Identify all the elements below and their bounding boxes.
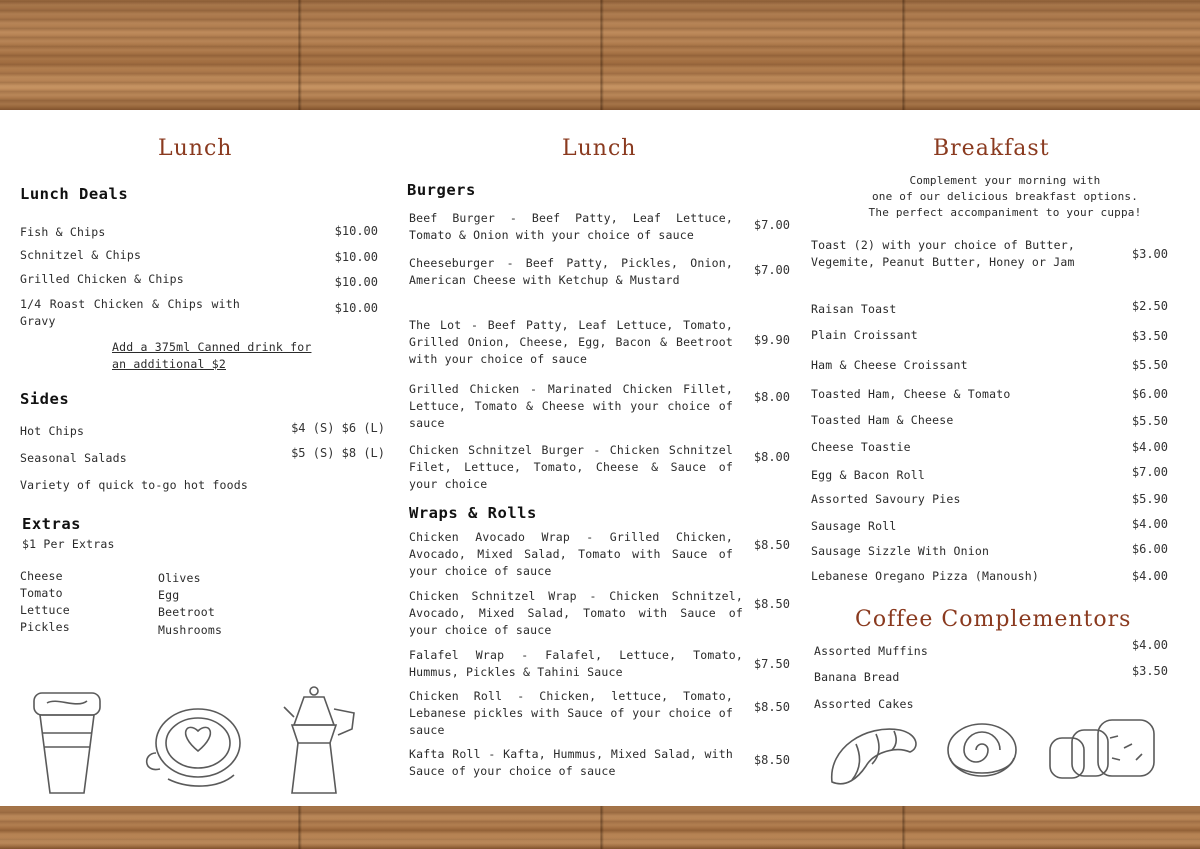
menu-item: Chicken Roll - Chicken, lettuce, Tomato, Lebanese pickles with Sauce of your choice of sauce	[409, 689, 733, 737]
extra-item: Lettuce	[20, 603, 70, 617]
menu-item: Grilled Chicken - Marinated Chicken Fillet, Lettuce, Tomato & Cheese with your choice of sauce	[409, 382, 733, 430]
section-heading-wraps: Wraps & Rolls	[409, 504, 537, 522]
intro-line: Complement your morning with	[909, 174, 1101, 187]
drink-offer-note: Add a 375ml Canned drink for an additional $2	[112, 340, 312, 371]
menu-item: Toasted Ham & Cheese	[811, 413, 954, 427]
extra-item: Beetroot	[158, 605, 215, 619]
menu-item: Toasted Ham, Cheese & Tomato	[811, 387, 1011, 401]
menu-price: $4 (S) $6 (L)	[291, 421, 385, 435]
menu-item: Falafel Wrap - Falafel, Lettuce, Tomato, Hummus, Pickles & Tahini Sauce	[409, 648, 743, 679]
extra-item: Pickles	[20, 620, 70, 634]
menu-price: $3.00	[1131, 247, 1168, 261]
menu-price: $6.00	[1131, 387, 1168, 401]
menu-price: $7.50	[753, 657, 790, 671]
coffee-cup-icon	[22, 685, 112, 800]
extra-item: Egg	[158, 588, 180, 602]
menu-price: $10.00	[334, 275, 378, 289]
wood-background-top	[0, 0, 1200, 110]
menu-item: Raisan Toast	[811, 302, 897, 316]
menu-item: Assorted Muffins	[814, 644, 928, 658]
moka-pot-icon	[278, 685, 363, 800]
wood-background-bottom	[0, 806, 1200, 849]
menu-item: Chicken Avocado Wrap - Grilled Chicken, Avocado, Mixed Salad, Tomato with Sauce of your choice of sauce	[409, 530, 733, 578]
intro-line: one of our delicious breakfast options.	[871, 190, 1139, 203]
cinnamon-roll-icon	[942, 720, 1022, 788]
menu-item: Assorted Cakes	[814, 697, 914, 711]
menu-price: $4.00	[1131, 569, 1168, 583]
latte-art-icon	[138, 703, 248, 793]
menu-panel	[0, 110, 1200, 806]
menu-price: $5.90	[1131, 492, 1168, 506]
menu-item: Chicken Schnitzel Burger - Chicken Schnitzel Filet, Lettuce, Tomato, Cheese & Sauce of your choice	[409, 443, 733, 491]
menu-item: Assorted Savoury Pies	[811, 492, 961, 506]
menu-price: $8.50	[753, 753, 790, 767]
menu-item: Lebanese Oregano Pizza (Manoush)	[811, 569, 1039, 583]
menu-price: $8.50	[753, 700, 790, 714]
menu-price: $8.00	[753, 390, 790, 404]
breakfast-intro	[840, 173, 1170, 221]
menu-item: Schnitzel & Chips	[20, 248, 142, 262]
menu-item: Plain Croissant	[811, 328, 918, 342]
menu-price: $2.50	[1131, 299, 1168, 313]
extra-item: Cheese	[20, 569, 63, 583]
column-title: Lunch	[562, 136, 637, 161]
menu-item: Seasonal Salads	[20, 451, 127, 465]
menu-item: Sausage Roll	[811, 519, 897, 533]
menu-item: Sausage Sizzle With Onion	[811, 544, 990, 558]
menu-price: $4.00	[1131, 638, 1168, 652]
menu-item: 1/4 Roast Chicken & Chips with Gravy	[20, 297, 240, 328]
menu-price: $6.00	[1131, 542, 1168, 556]
croissant-icon	[826, 718, 921, 790]
menu-item: Ham & Cheese Croissant	[811, 358, 968, 372]
menu-item: The Lot - Beef Patty, Leaf Lettuce, Tomato, Grilled Onion, Cheese, Egg, Bacon & Beetroot with your choice of sauce	[409, 318, 733, 366]
menu-price: $7.00	[1131, 465, 1168, 479]
menu-price: $3.50	[1131, 664, 1168, 678]
menu-item: Cheese Toastie	[811, 440, 911, 454]
menu-price: $5.50	[1131, 414, 1168, 428]
menu-item: Fish & Chips	[20, 225, 106, 239]
menu-item: Variety of quick to-go hot foods	[20, 478, 248, 492]
menu-price: $7.00	[753, 218, 790, 232]
menu-item: Cheeseburger - Beef Patty, Pickles, Onion, American Cheese with Ketchup & Mustard	[409, 256, 733, 287]
menu-item: Grilled Chicken & Chips	[20, 272, 184, 286]
menu-item: Kafta Roll - Kafta, Hummus, Mixed Salad, with Sauce of your choice of sauce	[409, 747, 733, 778]
menu-price: $3.50	[1131, 329, 1168, 343]
menu-price: $9.90	[753, 333, 790, 347]
section-heading-sides: Sides	[20, 390, 70, 408]
intro-line: The perfect accompaniment to your cuppa!	[868, 206, 1142, 219]
menu-price: $8.00	[753, 450, 790, 464]
menu-price: $8.50	[753, 597, 790, 611]
section-heading-burgers: Burgers	[407, 181, 476, 199]
menu-price: $4.00	[1131, 517, 1168, 531]
menu-item: Beef Burger - Beef Patty, Leaf Lettuce, Tomato & Onion with your choice of sauce	[409, 211, 733, 242]
menu-price: $10.00	[334, 301, 378, 315]
column-title: Breakfast	[933, 136, 1050, 161]
menu-price: $7.00	[753, 263, 790, 277]
menu-price: $10.00	[334, 224, 378, 238]
menu-price: $8.50	[753, 538, 790, 552]
banana-bread-icon	[1046, 714, 1161, 786]
menu-price: $5 (S) $8 (L)	[291, 446, 385, 460]
menu-item: Egg & Bacon Roll	[811, 468, 925, 482]
column-title: Lunch	[158, 136, 233, 161]
menu-item: Hot Chips	[20, 424, 85, 438]
menu-price: $10.00	[334, 250, 378, 264]
extra-item: Tomato	[20, 586, 63, 600]
section-heading-coffee-complementors: Coffee Complementors	[855, 607, 1132, 632]
extra-item: Mushrooms	[158, 623, 223, 637]
section-heading-lunch-deals: Lunch Deals	[20, 185, 129, 203]
menu-item: Chicken Schnitzel Wrap - Chicken Schnitzel, Avocado, Mixed Salad, Tomato with Sauce of your choice of sauce	[409, 589, 743, 637]
menu-price: $4.00	[1131, 440, 1168, 454]
menu-item: Banana Bread	[814, 670, 900, 684]
menu-item: Toast (2) with your choice of Butter, Vegemite, Peanut Butter, Honey or Jam	[811, 238, 1075, 269]
menu-price: $5.50	[1131, 358, 1168, 372]
extra-item: Olives	[158, 571, 201, 585]
section-heading-extras: Extras	[22, 515, 81, 533]
extras-price-note: $1 Per Extras	[22, 537, 115, 551]
